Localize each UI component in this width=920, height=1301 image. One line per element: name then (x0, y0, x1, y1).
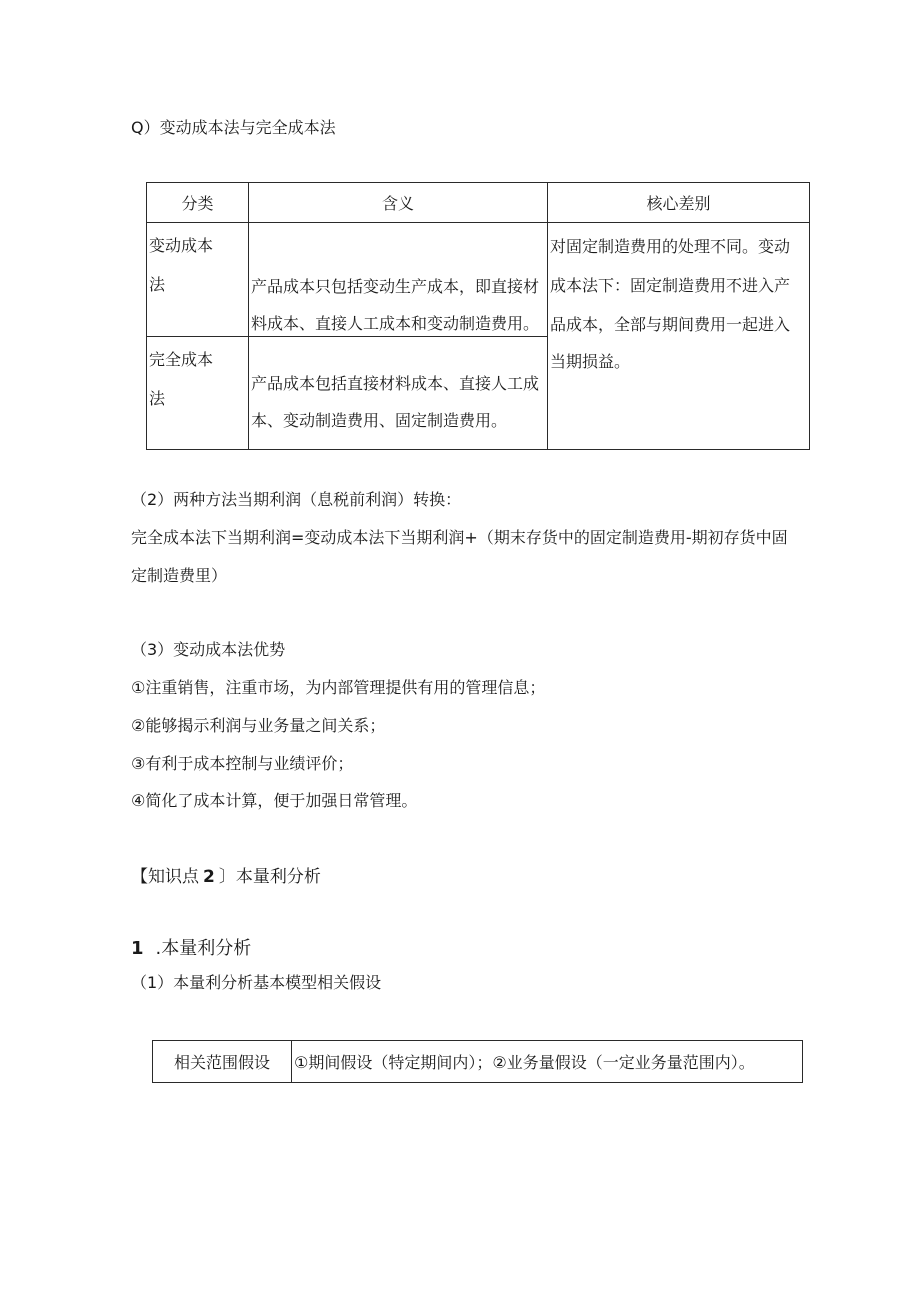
meaning-cell (249, 223, 548, 337)
cost-method-table (146, 182, 810, 450)
section1-title: Q）变动成本法与完全成本法 (131, 118, 336, 137)
core-difference-line: 对固定制造费用的处理不同。变动 (550, 237, 791, 256)
table-header-row (147, 183, 810, 223)
knowledge-point-prefix: 【知识点 (131, 867, 199, 887)
knowledge-point-heading (131, 862, 321, 887)
knowledge-point-number: 2 (203, 867, 215, 887)
assumption-label: 相关范围假设 (153, 1041, 292, 1083)
section2-formula-line: 完全成本法下当期利润=变动成本法下当期利润+（期末存货中的固定制造费用-期初存货中固 (131, 528, 788, 547)
advantage-item: ③有利于成本控制与业绩评价； (131, 754, 354, 773)
section-heading-text: .本量利分析 (155, 938, 252, 959)
category-cell (147, 337, 249, 450)
core-difference-cell (548, 223, 810, 450)
assumption-content: ①期间假设（特定期间内）；②业务量假设（一定业务量范围内）。 (292, 1041, 803, 1083)
meaning-line: 本、变动制造费用、固定制造费用。 (251, 411, 508, 430)
meaning-cell (249, 337, 548, 450)
meaning-line: 产品成本只包括变动生产成本，即直接材 (251, 277, 540, 296)
meaning-line: 产品成本包括直接材料成本、直接人工成 (251, 374, 540, 393)
section2-formula-line: 定制造费里） (131, 566, 228, 585)
assumption-table (152, 1040, 803, 1083)
section2-title: （2）两种方法当期利润（息税前利润）转换： (131, 490, 462, 509)
table-row (153, 1041, 803, 1083)
meaning-line: 料成本、直接人工成本和变动制造费用。 (251, 314, 540, 333)
subsection-title: （1）本量利分析基本模型相关假设 (131, 973, 382, 992)
advantage-item: ②能够揭示利润与业务量之间关系； (131, 716, 386, 735)
advantage-item: ④简化了成本计算，便于加强日常管理。 (131, 791, 418, 810)
core-difference-line: 品成本，全部与期间费用一起进入 (550, 315, 791, 334)
category-line: 法 (149, 389, 166, 408)
knowledge-point-title: 〕本量利分析 (218, 867, 321, 887)
core-difference-line: 当期损益。 (550, 352, 631, 371)
table-header-core-difference: 核心差别 (548, 183, 810, 223)
table-row (147, 223, 810, 337)
category-line: 法 (149, 275, 166, 294)
core-difference-line: 成本法下：固定制造费用不进入产 (550, 276, 791, 295)
category-cell (147, 223, 249, 337)
section-heading (131, 934, 251, 960)
section-heading-number: 1 (131, 938, 144, 959)
section3-title: （3）变动成本法优势 (131, 640, 286, 659)
table-header-category: 分类 (147, 183, 249, 223)
category-line: 完全成本 (149, 350, 214, 369)
advantage-item: ①注重销售，注重市场，为内部管理提供有用的管理信息； (131, 678, 546, 697)
category-line: 变动成本 (149, 236, 214, 255)
table-header-meaning: 含义 (249, 183, 548, 223)
